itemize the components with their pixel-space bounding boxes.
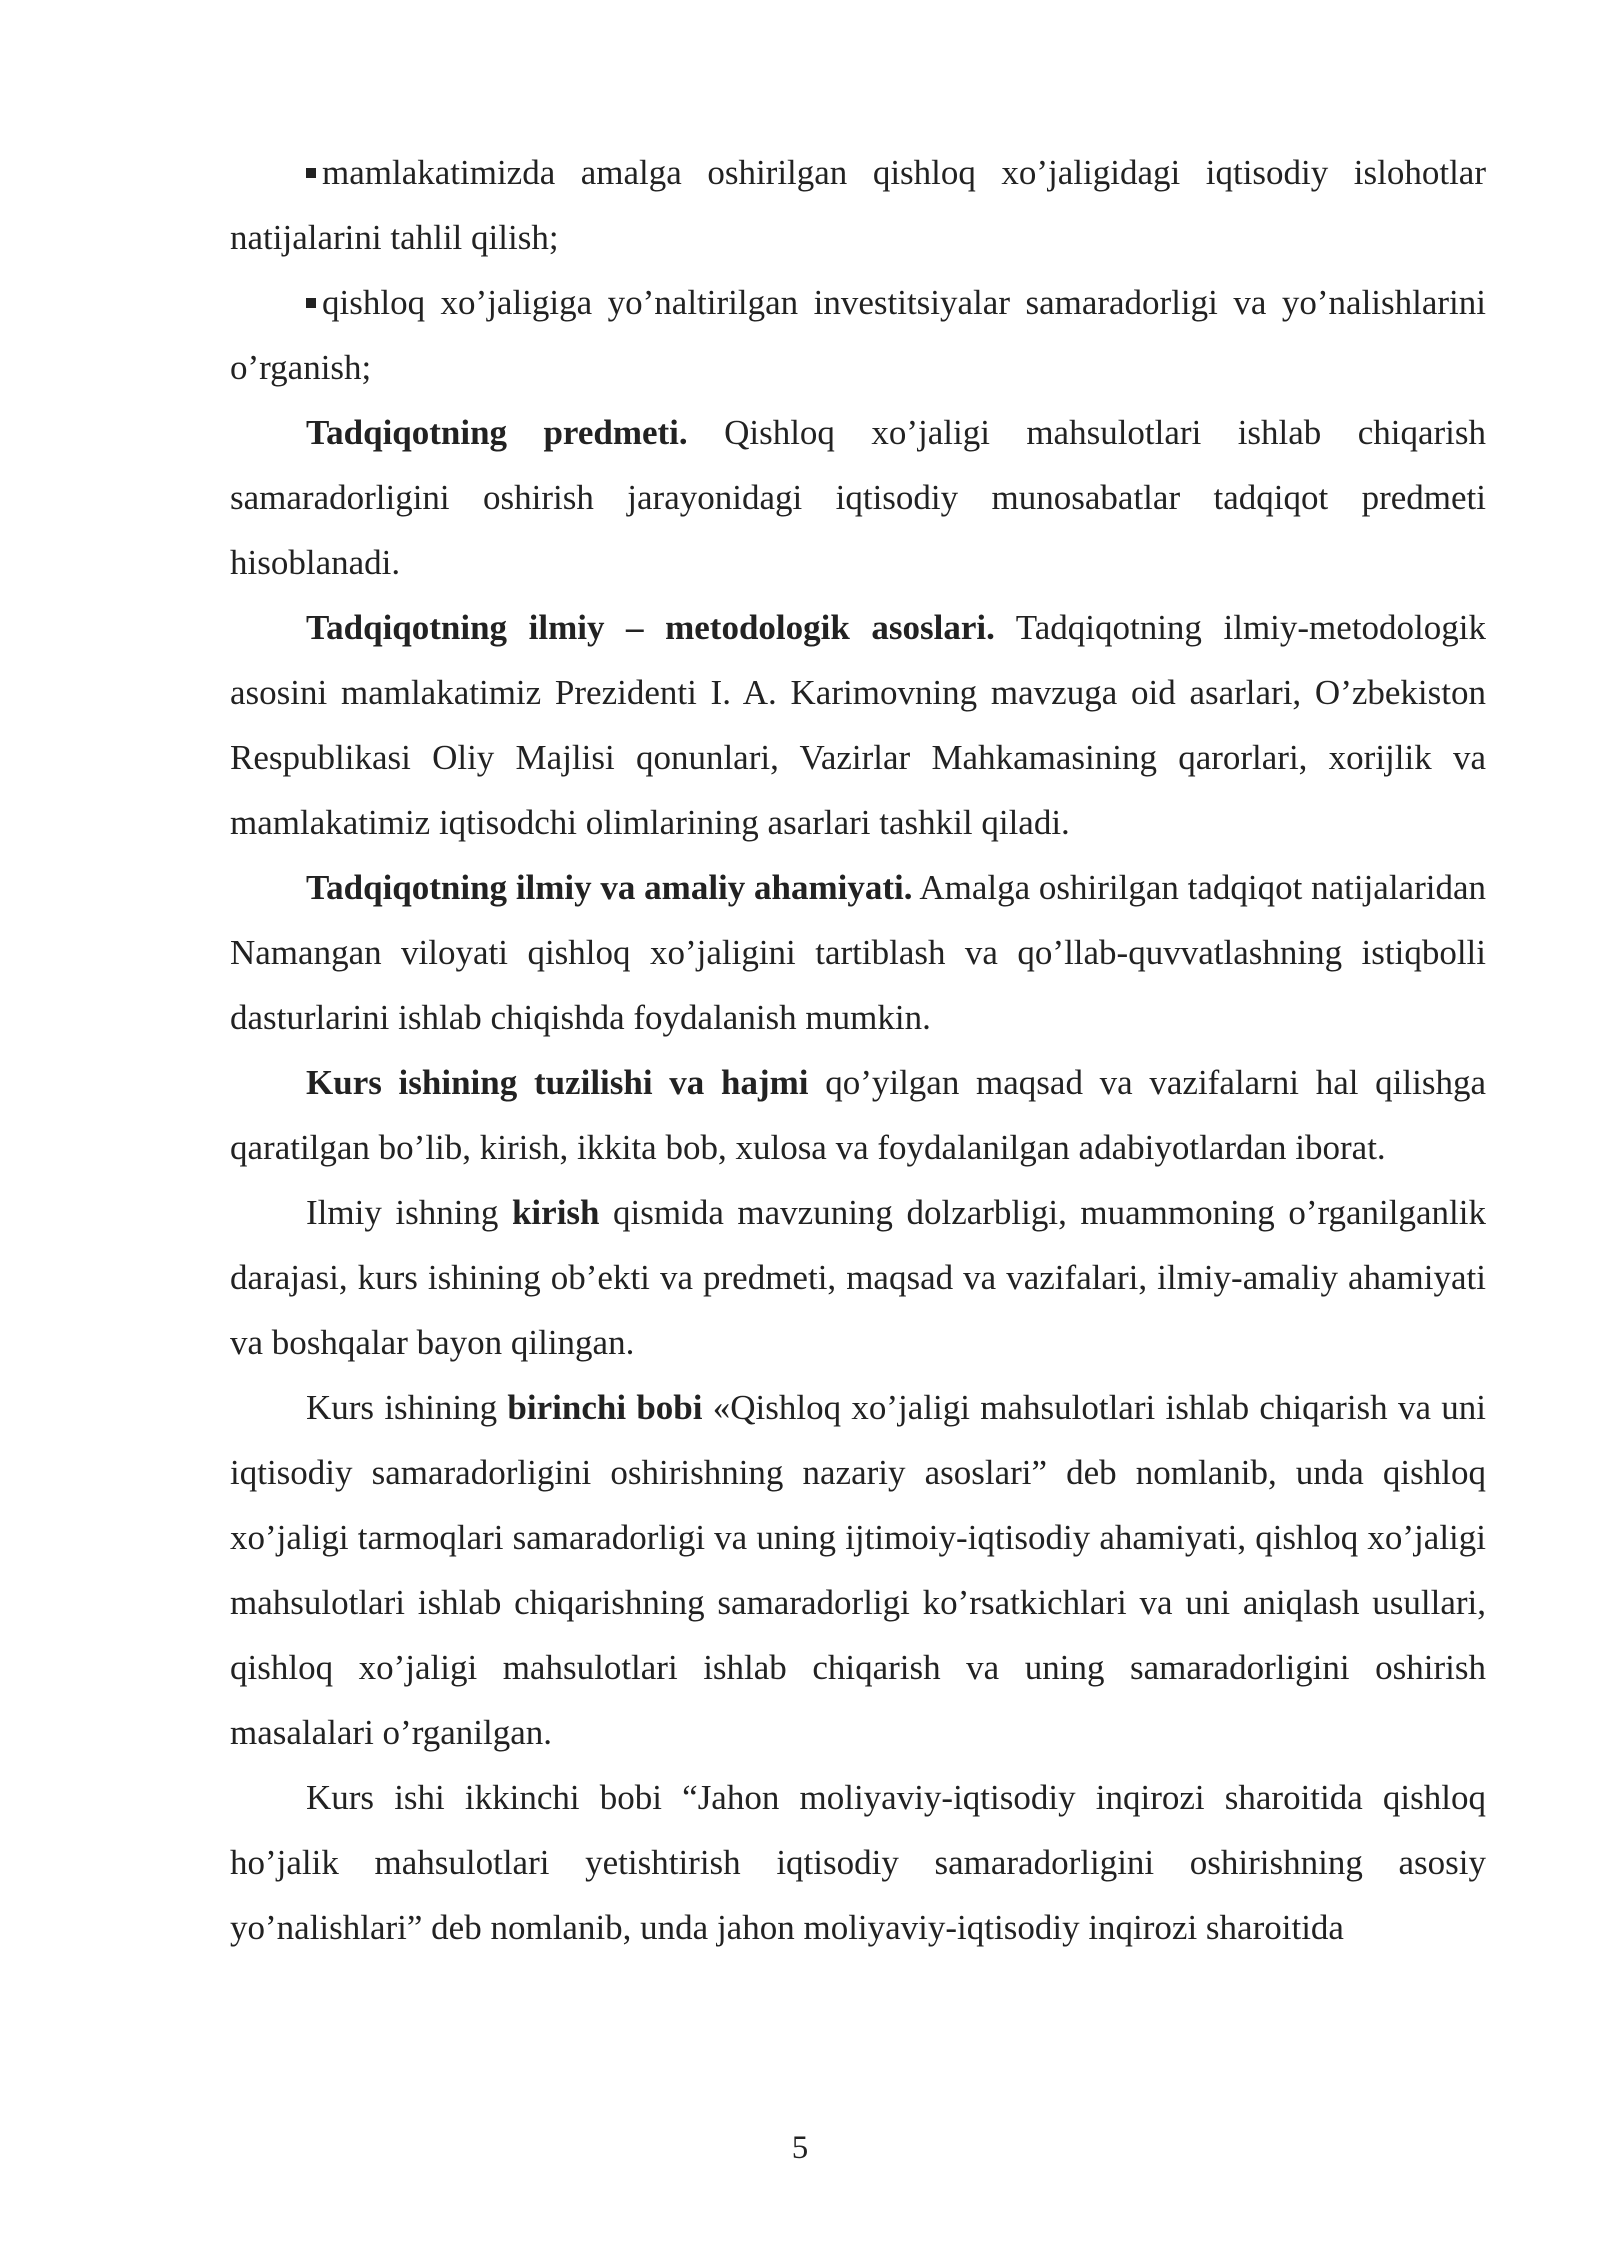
structure-heading: Kurs ishining tuzilishi va hajmi [306,1063,809,1102]
chapter-one-text-after: «Qishloq xo’jaligi mahsulotlari ishlab chiqarish va uni iqtisodiy samaradorligini oshirishning nazariy asoslari” deb nomlanib, unda qishloq xo’jaligi tarmoqlari samaradorligi va uning ijtimoiy-iqtisodiy ahamiyati, qishloq xo’jaligi mahsulotlari ishlab chiqarishning samaradorligi ko’rsatkichlari va uni aniqlash usullari, qishloq xo’jaligi mahsulotlari ishlab chiqarish va uning samaradorligini oshirish masalalari o’rganilgan. [230,1388,1486,1752]
significance-text: Amalga oshirilgan tadqiqot natijalaridan Namangan viloyati qishloq xo’jaligini tartiblash va qo’llab-quvvatlashning istiqbolli dasturlarini ishlab chiqishda foydalanish mumkin. [230,868,1486,1037]
structure-text: qo’yilgan maqsad va vazifalarni hal qilishga qaratilgan bo’lib, kirish, ikkita bob, xulosa va foydalanilgan adabiyotlardan iborat. [230,1063,1486,1167]
methodology-heading: Tadqiqotning ilmiy – metodologik asoslari. [306,608,995,647]
structure-paragraph [230,1050,1486,1180]
introduction-bold-term: kirish [511,1193,600,1232]
introduction-text-after: qismida mavzuning dolzarbligi, muammoning o’rganilganlik darajasi, kurs ishining ob’ekti va predmeti, maqsad va vazifalari, ilmiy-amaliy ahamiyati va boshqalar bayon qilingan. [230,1193,1486,1362]
subject-paragraph [230,400,1486,595]
chapter-one-text-before: Kurs ishining [306,1388,508,1427]
chapter-one-bold-term: birinchi bobi [507,1388,703,1427]
introduction-paragraph [230,1180,1486,1375]
bullet-text: qishloq xo’jaligiga yo’naltirilgan investitsiyalar samaradorligi va yo’nalishlarini o’rganish; [230,283,1486,387]
introduction-text-before: Ilmiy ishning [306,1193,512,1232]
chapter-two-text: Kurs ishi ikkinchi bobi “Jahon moliyaviy-iqtisodiy inqirozi sharoitida qishloq ho’jalik mahsulotlari yetishtirish iqtisodiy samaradorligini oshirishning asosiy yo’nalishlari” deb nomlanib, unda jahon moliyaviy-iqtisodiy inqirozi sharoitida [230,1778,1486,1947]
subject-heading: Tadqiqotning predmeti. [306,413,688,452]
square-bullet-icon [306,298,316,308]
bullet-paragraph [230,140,1486,270]
subject-text: Qishloq xo’jaligi mahsulotlari ishlab chiqarish samaradorligini oshirish jarayonidagi iqtisodiy munosabatlar tadqiqot predmeti hisoblanadi. [230,413,1487,582]
chapter-one-paragraph [230,1375,1486,1765]
page-body [230,140,1486,1960]
significance-paragraph [230,855,1486,1050]
bullet-text: mamlakatimizda amalga oshirilgan qishloq xo’jaligidagi iqtisodiy islohotlar natijalarini tahlil qilish; [230,153,1486,257]
significance-heading: Tadqiqotning ilmiy va amaliy ahamiyati. [306,868,913,907]
methodology-text: Tadqiqotning ilmiy-metodologik asosini mamlakatimiz Prezidenti I. A. Karimovning mavzuga oid asarlari, O’zbekiston Respublikasi Oliy Majlisi qonunlari, Vazirlar Mahkamasining qarorlari, xorijlik va mamlakatimiz iqtisodchi olimlarining asarlari tashkil qiladi. [230,608,1486,842]
bullet-paragraph [230,270,1486,400]
chapter-two-paragraph [230,1765,1486,1960]
page-number: 5 [791,2130,809,2166]
square-bullet-icon [306,168,316,178]
methodology-paragraph [230,595,1486,855]
